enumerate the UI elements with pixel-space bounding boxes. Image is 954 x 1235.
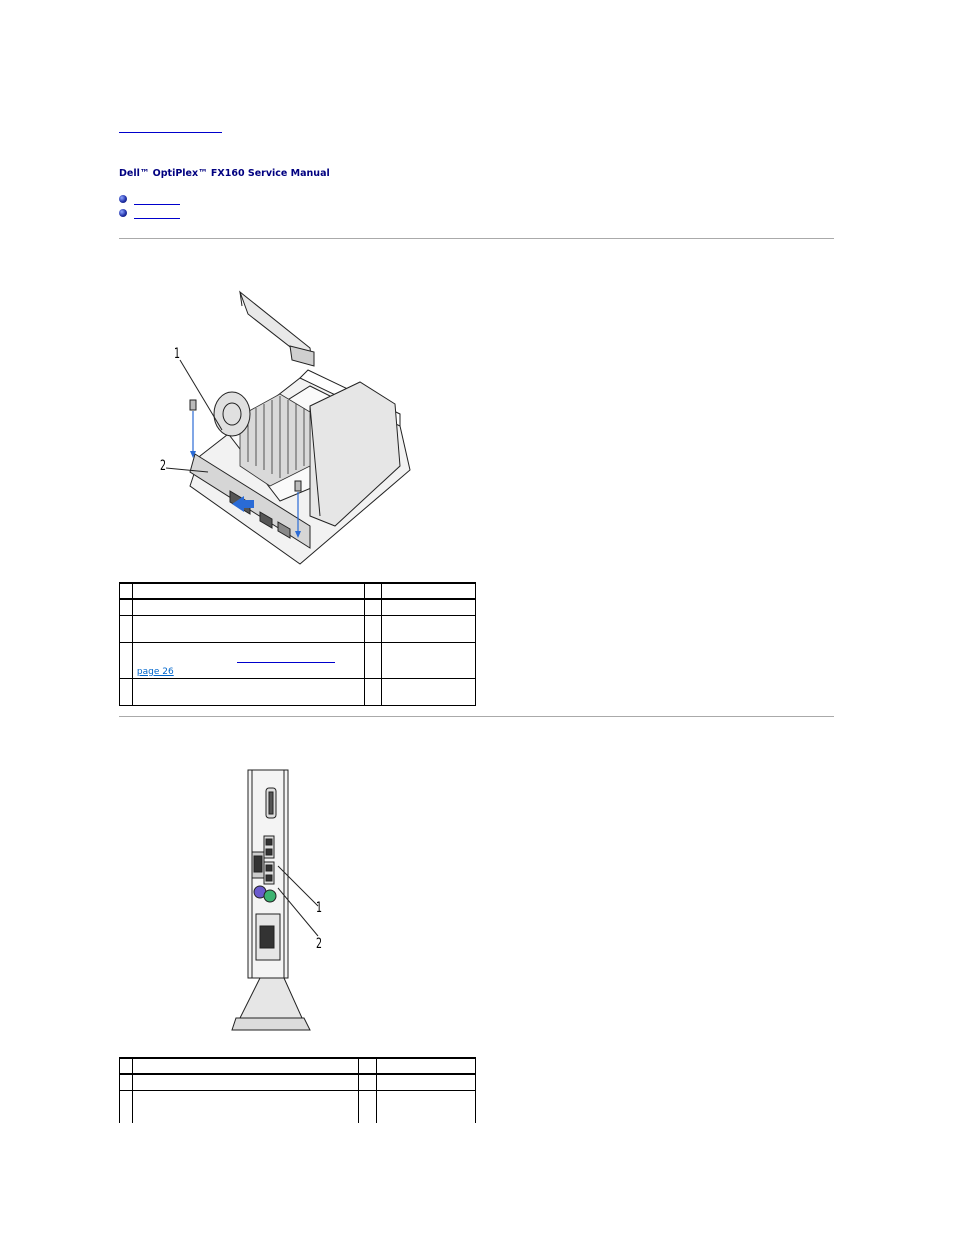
figure1-legend-table: [119, 582, 476, 706]
manual-title: Dell™ OptiPlex™ FX160 Service Manual: [119, 168, 330, 179]
table-header-row: [120, 583, 476, 599]
side-ports-illustration: [230, 768, 350, 1036]
toc-item[interactable]: [119, 194, 199, 208]
callout-2-label: 2: [316, 936, 323, 952]
callout-1-label: 1: [174, 346, 181, 362]
back-to-contents-link[interactable]: [119, 120, 222, 133]
table-row: [120, 678, 476, 705]
table-row: [120, 1074, 476, 1090]
section-divider: [119, 716, 834, 717]
table-row: [120, 599, 476, 615]
table-header-row: [120, 1058, 476, 1074]
chassis-drawing: [160, 286, 420, 568]
section-toc: [119, 194, 199, 222]
callout-2-label: 2: [160, 458, 167, 474]
figure2-legend-wrapper: [119, 1057, 476, 1123]
bullet-icon: [119, 195, 127, 203]
chassis-heatsink-illustration: [160, 286, 420, 568]
figure2-legend-table: [119, 1057, 476, 1123]
bullet-icon: [119, 209, 127, 217]
page-reference-link[interactable]: page 26: [136, 666, 174, 677]
cross-reference-link[interactable]: [237, 653, 335, 663]
table-row: [120, 642, 476, 678]
side-profile-drawing: [230, 768, 350, 1036]
table-row: [120, 615, 476, 642]
toc-item[interactable]: [119, 208, 199, 222]
section-divider: [119, 238, 834, 239]
callout-1-label: 1: [316, 900, 323, 916]
toc-link-replacing[interactable]: [134, 208, 180, 219]
toc-link-removing[interactable]: [134, 194, 180, 205]
table-row: [120, 1090, 476, 1123]
